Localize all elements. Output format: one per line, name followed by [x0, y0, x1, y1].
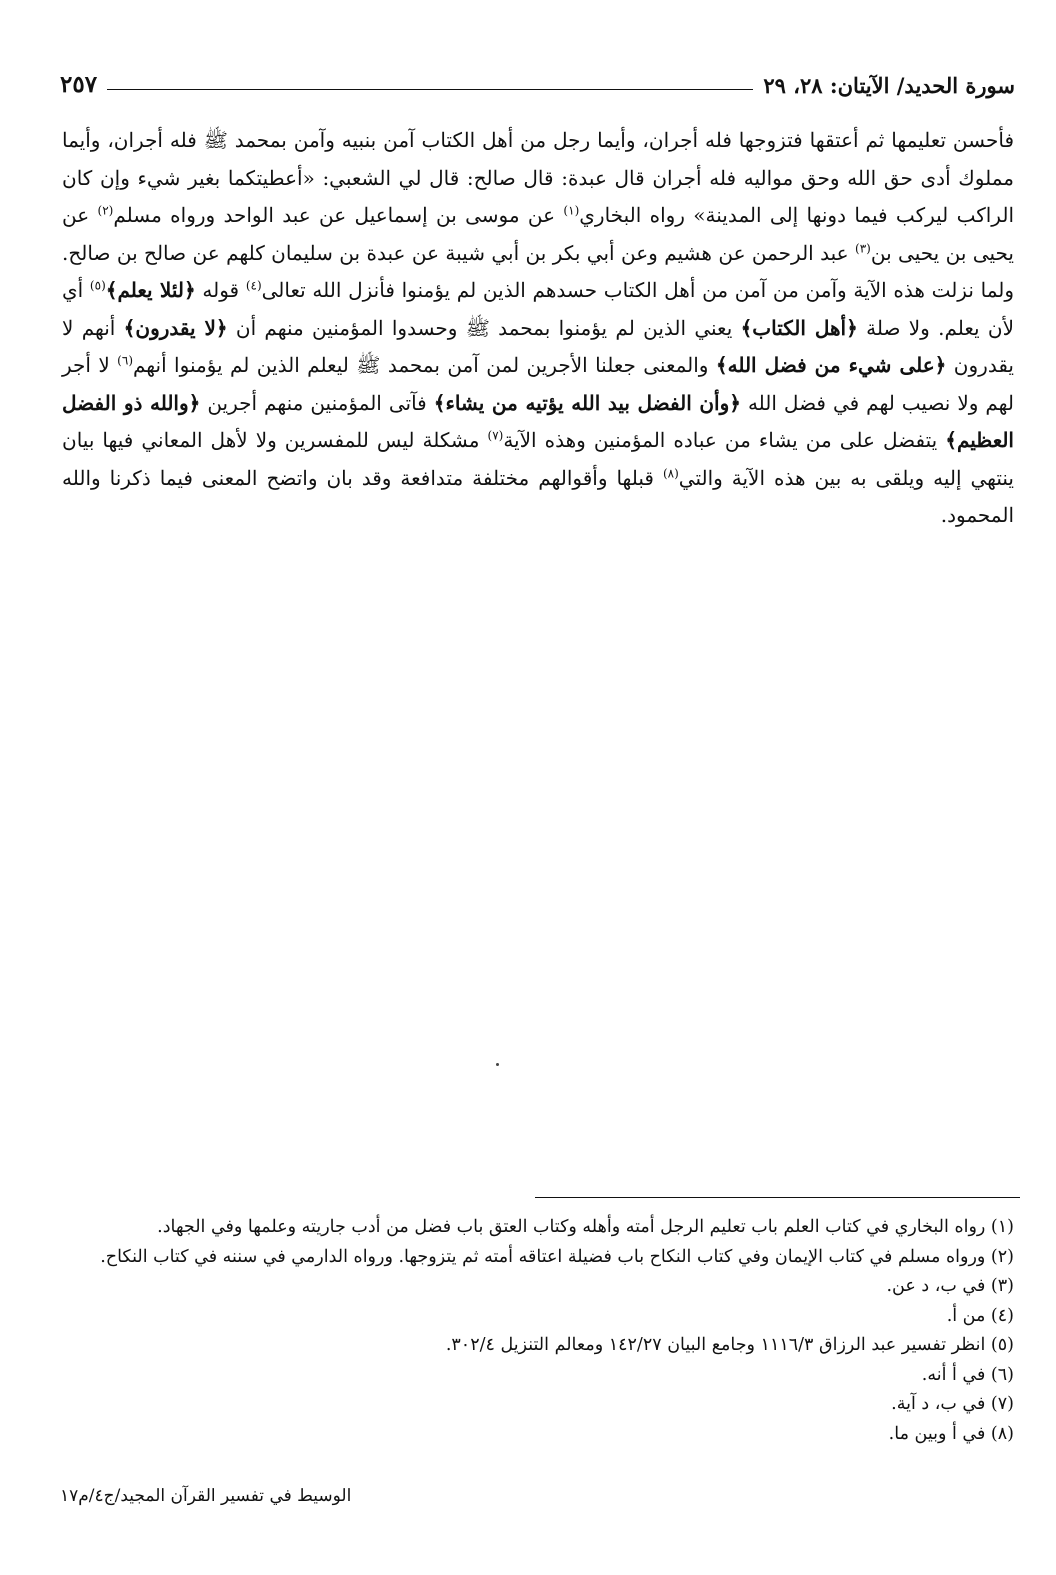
footnote: (٨) في أ وبين ما. — [888, 1423, 1014, 1444]
quran-quote: ﴿أهل الكتاب﴾ — [740, 315, 858, 340]
footnote-ref: (٦) — [117, 353, 133, 368]
body-text: عن موسى بن إسماعيل عن عبد الواحد ورواه مسلم — [113, 203, 564, 227]
quran-quote: ﴿وأن الفضل بيد الله يؤتيه من يشاء﴾ — [433, 390, 741, 415]
footnote-separator — [535, 1197, 1020, 1198]
body-text: لا أجر لهم ولا نصيب لهم في فضل الله — [62, 353, 1014, 415]
footnote-ref: (٤) — [245, 278, 262, 293]
footnote-ref: (٨) — [662, 465, 679, 480]
body-text: فأحسن تعليمها ثم أعتقها فتزوجها فله أجران، وأيما رجل من أهل الكتاب آمن بنبيه وآمن بمحمد ﷺ فله أجران، وأيما مملوك أدى حق الله وحق مواليه فله أجران قال عبدة: قال صالح: قال لي الشعبي: «أعطيتكما بغير شيء وإن كان الراكب ليركب فيما دونها إلى المدينة» رواه البخاري — [62, 128, 1015, 227]
body-text: والمعنى جعلنا الأجرين لمن آمن بمحمد ﷺ ليعلم الذين لم يؤمنوا أنهم — [133, 353, 716, 377]
footnote: (٤) من أ. — [946, 1305, 1014, 1326]
body-text: قوله — [195, 278, 246, 302]
quran-quote: ﴿والله ذو الفضل العظيم﴾ — [62, 390, 1014, 452]
footnote-ref: (٣) — [855, 240, 871, 255]
footnote: (٢) ورواه مسلم في كتاب الإيمان وفي كتاب النكاح باب فضيلة اعتاقه أمته ثم يتزوجها. ورواه الدارمي في سننه في كتاب النكاح. — [100, 1246, 1014, 1267]
body-text: مشكلة ليس للمفسرين ولا لأهل المعاني فيها بيان ينتهي إليه ويلقى به بين هذه الآية والتي — [62, 428, 1014, 490]
page-header — [60, 64, 1015, 98]
footnote: (٥) انظر تفسير عبد الرزاق ١١١٦/٣ وجامع البيان ١٤٢/٢٧ ومعالم التنزيل ٣٠٢/٤. — [445, 1335, 1014, 1355]
body-text: عبد الرحمن عن هشيم وعن أبي بكر بن أبي شيبة عن عبدة بن سليمان كلهم عن صالح بن صالح. ولما نزلت هذه الآية وآمن من آمن من أهل الكتاب حسدهم الذين لم يؤمنوا فأنزل الله تعالى — [62, 240, 1015, 302]
stray-mark — [496, 1063, 499, 1066]
body-text: أي لأن يعلم. ولا صلة — [62, 278, 1015, 340]
quran-quote: ﴿لا يقدرون﴾ — [123, 315, 228, 340]
page-number: ٢٥٧ — [60, 71, 98, 98]
printer-signature: الوسيط في تفسير القرآن المجيد/ج٤/م١٧ — [60, 1486, 352, 1506]
quran-quote: ﴿على شيء من فضل الله﴾ — [715, 353, 947, 377]
main-text — [62, 122, 1014, 535]
footnotes — [62, 1213, 1014, 1449]
body-text: يتفضل على من يشاء من عباده المؤمنين وهذه الآية — [503, 428, 946, 452]
body-text: فآتى المؤمنين منهم أجرين — [200, 390, 434, 415]
footnote: (٦) في أ أنه. — [921, 1364, 1014, 1385]
footnote: (٣) في ب، د عن. — [886, 1276, 1014, 1296]
footnote-ref: (٧) — [487, 428, 504, 443]
body-text: قبلها وأقوالهم مختلفة متدافعة وقد بان واتضح المعنى فيما ذكرنا والله المحمود. — [62, 465, 1014, 527]
footnote-ref: (١) — [563, 203, 580, 218]
header-rule — [107, 89, 753, 90]
footnote-ref: (٢) — [97, 203, 114, 218]
body-paragraph — [62, 122, 1014, 535]
quran-quote: ﴿لئلا يعلم﴾ — [105, 278, 196, 302]
footnote-ref: (٥) — [89, 278, 106, 293]
body-text: يعني الذين لم يؤمنوا بمحمد ﷺ وحسدوا المؤمنين منهم أن — [227, 315, 741, 340]
body-text: عن يحيى بن يحيى بن — [62, 203, 1014, 265]
footnote: (٧) في ب، د آية. — [891, 1394, 1014, 1414]
footnote: (١) رواه البخاري في كتاب العلم باب تعليم الرجل أمته وأهله وكتاب العتق باب فضل من أدب جاريته وعلمها وفي الجهاد. — [157, 1217, 1014, 1237]
body-text: أنهم لا يقدرون — [62, 315, 1014, 377]
running-title: سورة الحديد/ الآيتان: ٢٨، ٢٩ — [763, 73, 1015, 98]
